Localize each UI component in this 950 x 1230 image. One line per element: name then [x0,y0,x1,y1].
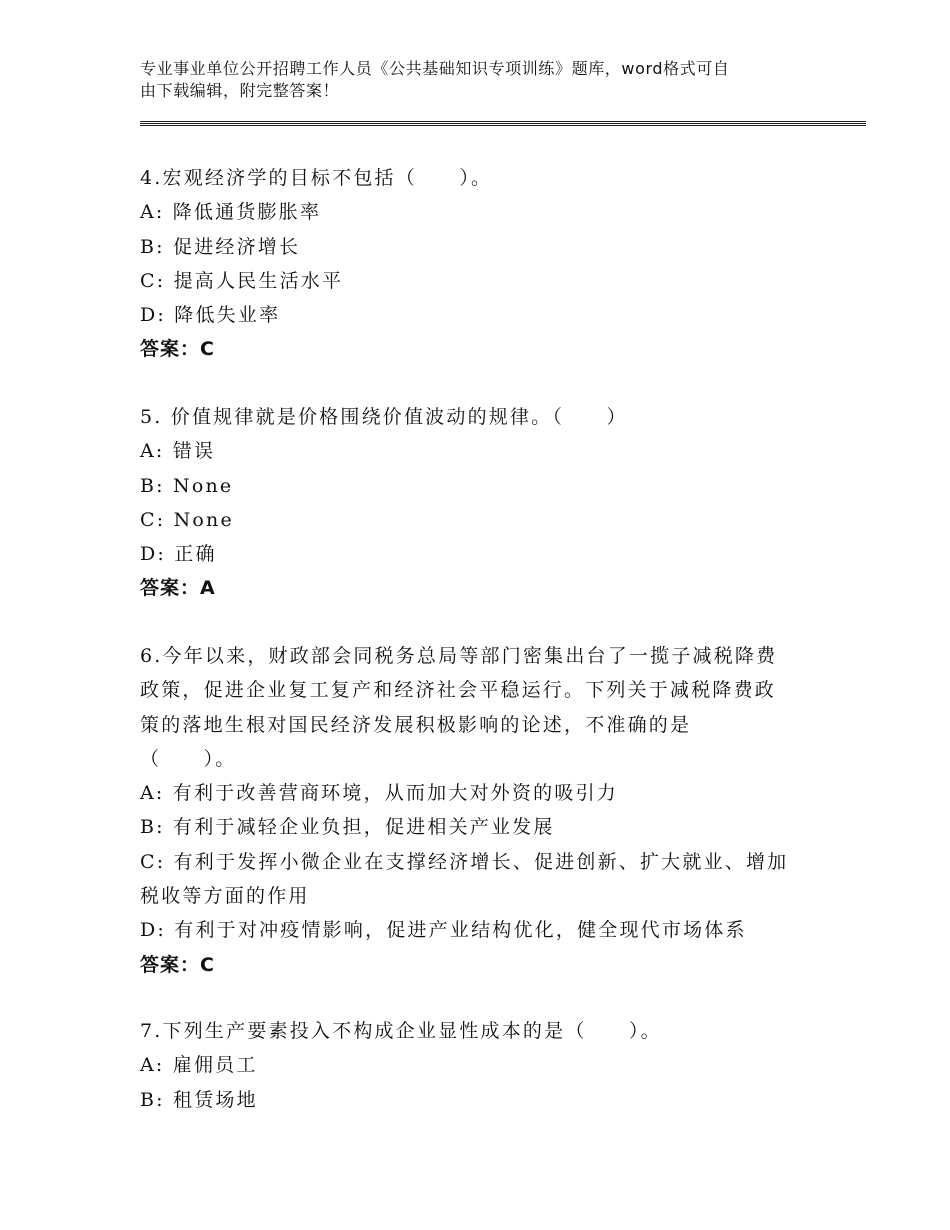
option-a: A: 有利于改善营商环境，从而加大对外资的吸引力 [140,782,618,805]
option-d: D: 有利于对冲疫情影响，促进产业结构优化，健全现代市场体系 [140,919,747,942]
option-b: B: 租赁场地 [140,1088,258,1111]
question-stem-line: （ ）。 [140,747,237,770]
option-b: B: None [140,474,234,497]
question-stem-line: 政策，促进企业复工复产和经济社会平稳运行。下列关于减税降费政 [140,679,777,702]
question-6 [140,639,820,982]
header-line-1: 专业事业单位公开招聘工作人员《公共基础知识专项训练》题库，word格式可自 [140,59,730,78]
question-stem: 5. 价值规律就是价格围绕价值波动的规律。（ ） [140,406,628,428]
header-divider [140,121,866,126]
answer-line: 答案：C [140,338,215,361]
answer-line: 答案：A [140,577,216,600]
document-header [140,58,820,102]
question-stem-line: 6.今年以来，财政部会同税务总局等部门密集出台了一揽子减税降费 [140,645,778,667]
option-a: A: 雇佣员工 [140,1054,258,1077]
option-b: B: 有利于减轻企业负担，促进相关产业发展 [140,816,555,839]
question-7 [140,1014,820,1117]
question-5 [140,400,820,606]
option-a: A: 降低通货膨胀率 [140,201,322,224]
option-d: D: 降低失业率 [140,304,281,327]
question-stem: 7.下列生产要素投入不构成企业显性成本的是（ ）。 [140,1020,662,1042]
header-line-2: 由下载编辑，附完整答案！ [140,81,340,100]
option-c: C: 有利于发挥小微企业在支撑经济增长、促进创新、扩大就业、增加 [140,850,789,873]
option-d: D: 正确 [140,543,217,566]
question-4 [140,161,820,367]
option-c: C: 提高人民生活水平 [140,269,344,292]
option-b: B: 促进经济增长 [140,235,301,258]
option-c-continued: 税收等方面的作用 [140,885,310,908]
option-c: C: None [140,508,234,531]
question-stem-line: 策的落地生根对国民经济发展积极影响的论述，不准确的是 [140,713,692,736]
answer-line: 答案：C [140,953,215,976]
option-a: A: 错误 [140,440,216,463]
question-stem: 4.宏观经济学的目标不包括（ ）。 [140,167,493,189]
